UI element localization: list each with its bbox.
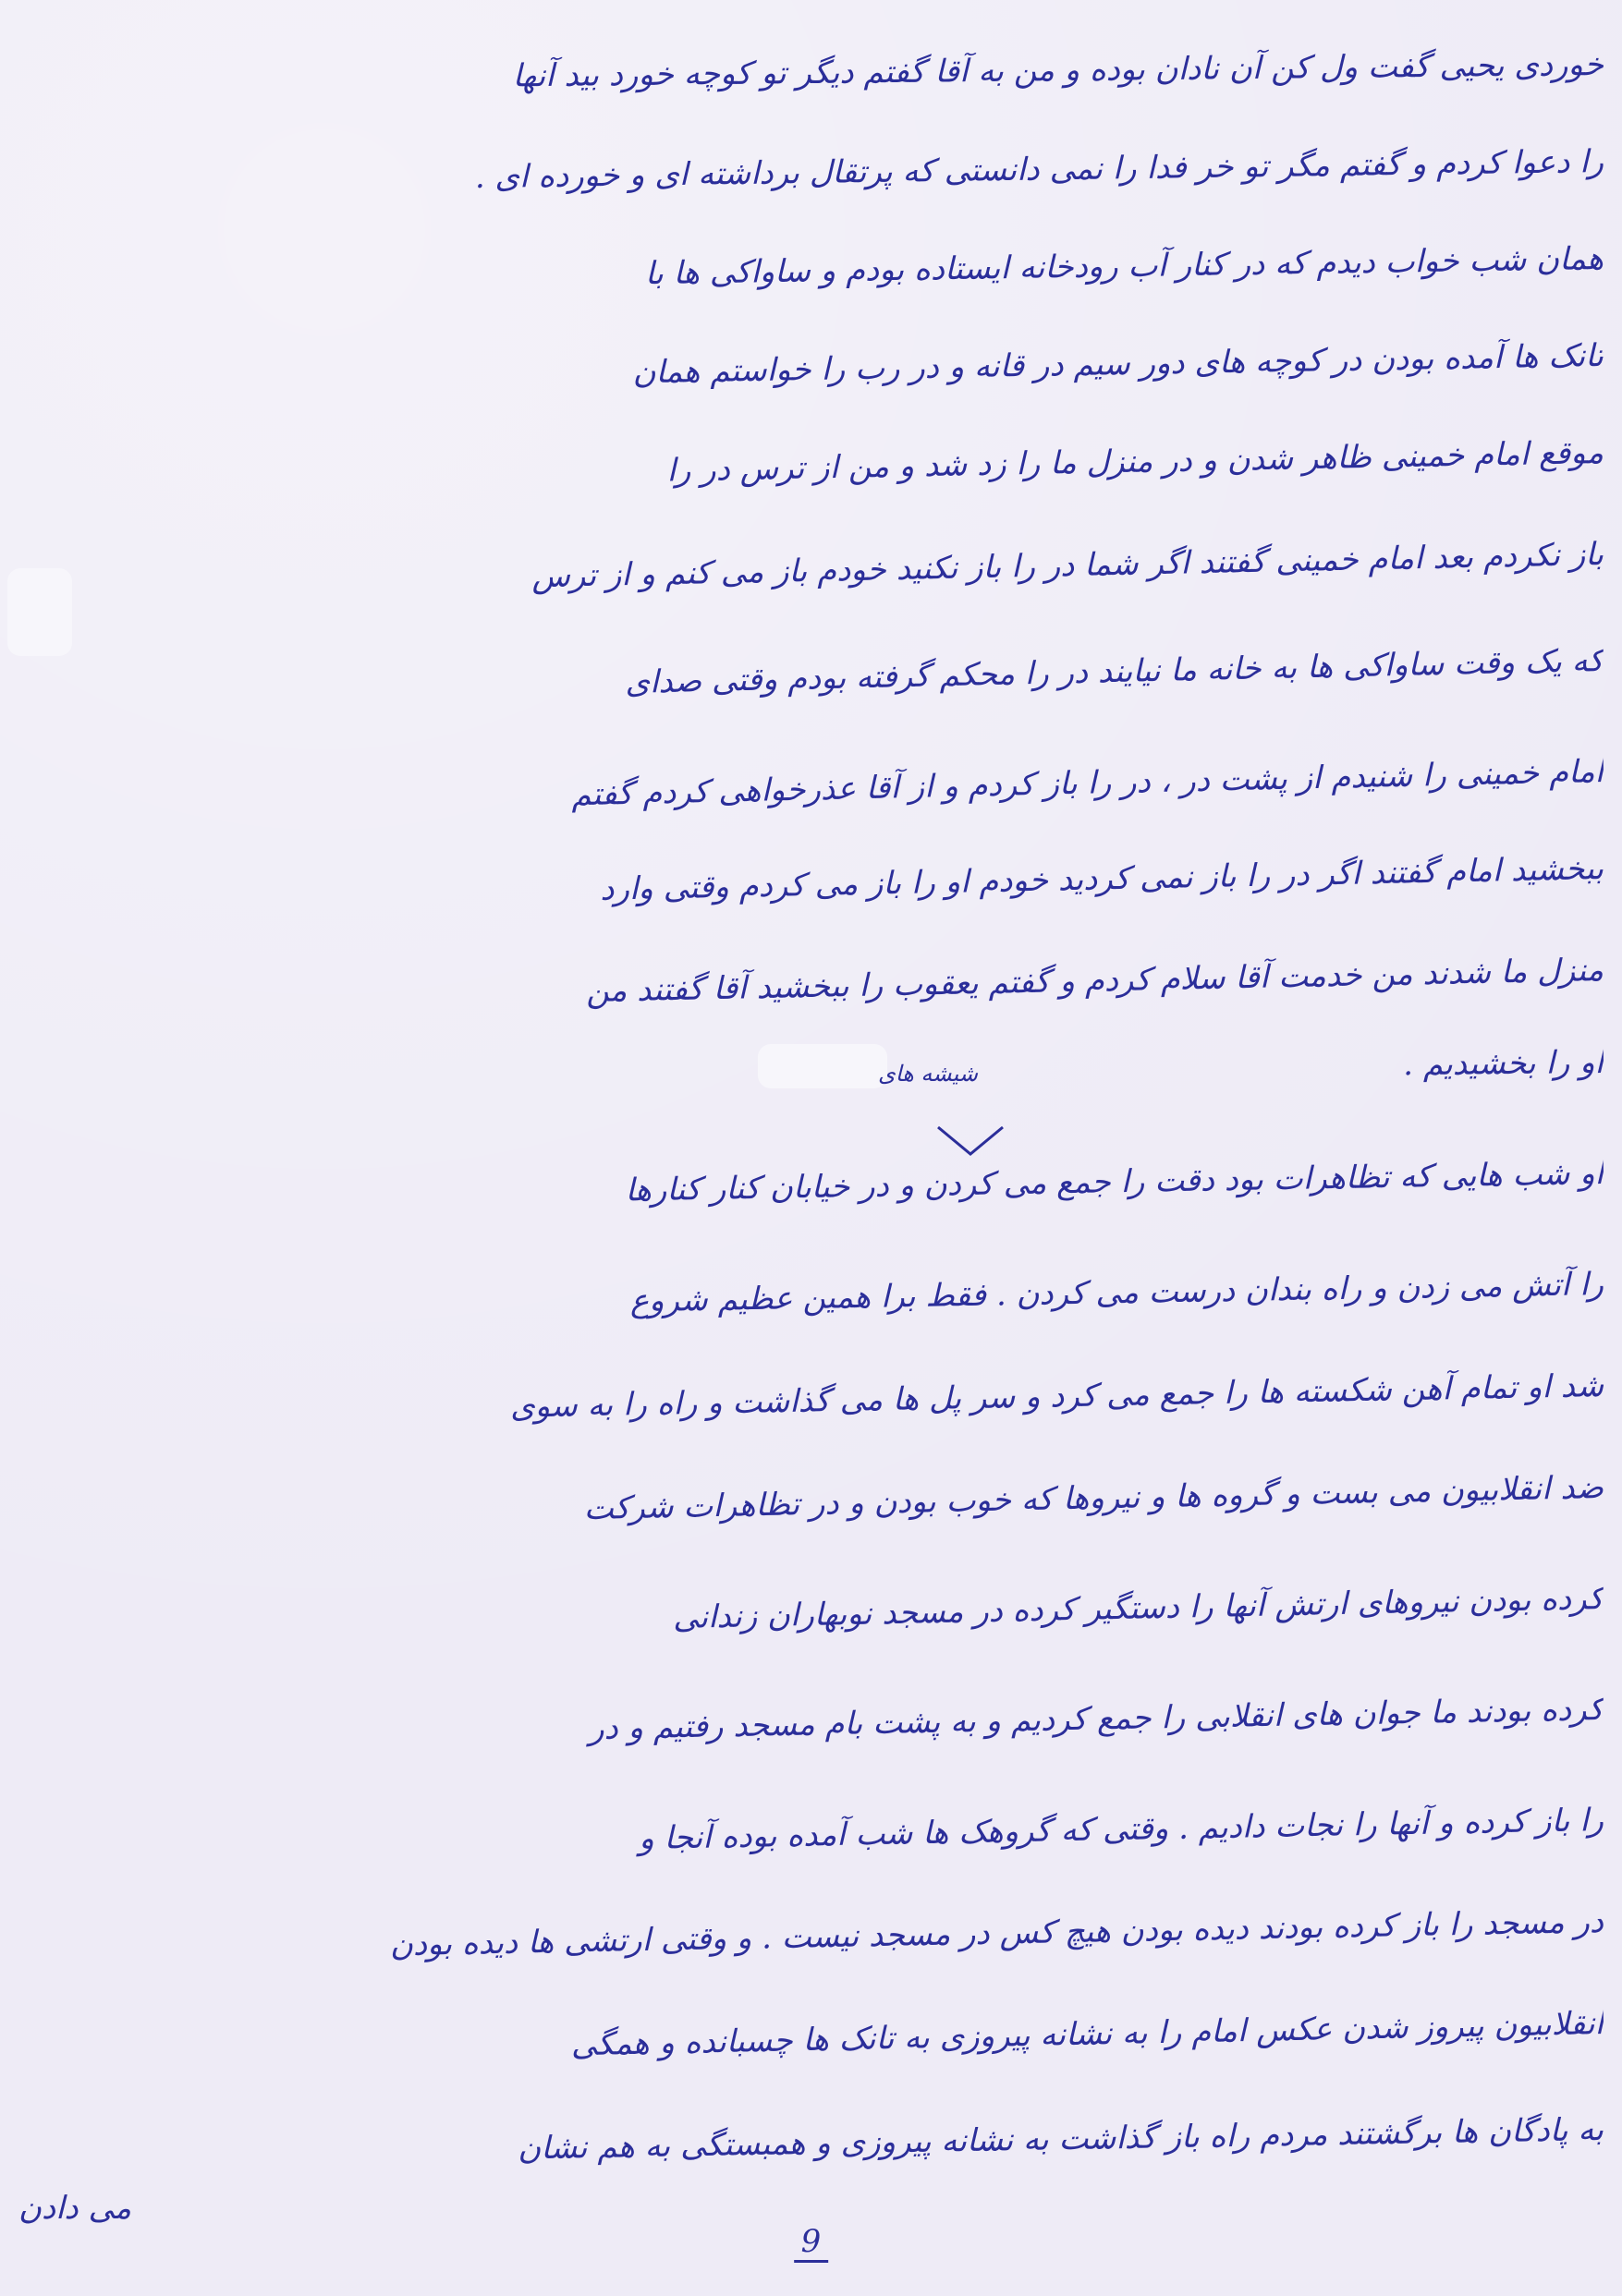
text-line: تانک ها آمده بودن در کوچه های دور سیم در قانه و در رب را خواستم همان — [632, 337, 1604, 392]
text-line: در مسجد را باز کرده بودند دیده بودن هیچ کس در مسجد نیست . و وقتی ارتشی ها دیده بودن — [389, 1903, 1604, 1964]
text-line: امام خمینی را شنیدم از پشت در ، در را باز کردم و از آقا عذرخواهی کردم گفتم — [570, 753, 1604, 814]
text-line: انقلابیون پیروز شدن عکس امام را به نشانه پیروزی به تانک ها چسبانده و همگی — [570, 2005, 1604, 2064]
text-line: را باز کرده و آنها را نجات دادیم . وقتی که گروهک ها شب آمده بوده آنجا و — [638, 1802, 1604, 1858]
text-line: ببخشید امام گفتند اگر در را باز نمی کردید خودم او را باز می کردم وقتی وارد — [599, 850, 1604, 908]
text-line: را دعوا کردم و گفتم مگر تو خر فدا را نمی دانستی که پرتقال برداشته ای و خورده ای . — [474, 143, 1604, 197]
text-line: موقع امام خمینی ظاهر شدن و در منزل ما را زد شد و من از ترس در را — [666, 434, 1604, 490]
text-line: او را بخشیدیم . — [1402, 1044, 1604, 1084]
text-line: همان شب خواب دیدم که در کنار آب رودخانه ایستاده بودم و ساواکی ها با — [644, 240, 1604, 293]
text-line: او شب هایی که تظاهرات بود دقت را جمع می کردن و در خیابان کنار کنارها — [625, 1155, 1604, 1209]
handwritten-text-block — [18, 37, 1604, 2241]
text-line: را آتش می زدن و راه بندان درست می کردن . فقط برا همین عظیم شروع — [629, 1266, 1604, 1320]
text-line: کرده بودن نیروهای ارتش آنها را دستگیر کرده در مسجد نوبهاران زندانی — [672, 1580, 1604, 1637]
insertion-note: شیشه های — [878, 1061, 979, 1087]
text-line: ضد انقلابیون می بست و گروه ها و نیروها که خوب بودن و در تظاهرات شرکت — [583, 1469, 1604, 1528]
caret-mark — [933, 1123, 1007, 1160]
text-line: به پادگان ها برگشتند مردم راه باز گذاشت به نشانه پیروزی و همبستگی به هم نشان — [517, 2111, 1604, 2168]
text-line: باز نکردم بعد امام خمینی گفتند اگر شما در را باز نکنید خودم باز می کنم و از ترس — [531, 536, 1604, 596]
text-line: خوردی یحیی گفت ول کن آن نادان بوده و من به آقا گفتم دیگر تو کوچه خورد بید آنها — [512, 46, 1604, 95]
page-number: 9 — [794, 2223, 829, 2263]
text-line: می دادن — [18, 2190, 132, 2227]
text-line: منزل ما شدند من خدمت آقا سلام کردم و گفتم یعقوب را ببخشید آقا گفتند من — [585, 952, 1604, 1011]
text-line: شد او تمام آهن شکسته ها را جمع می کرد و سر پل ها می گذاشت و راه را به سوی — [509, 1367, 1604, 1426]
text-line: که یک وقت ساواکی ها به خانه ما نیایند در را محکم گرفته بودم وقتی صدای — [624, 642, 1604, 702]
text-line: کرده بودند ما جوان های انقلابی را جمع کردیم و به پشت بام مسجد رفتیم و در — [588, 1691, 1604, 1748]
